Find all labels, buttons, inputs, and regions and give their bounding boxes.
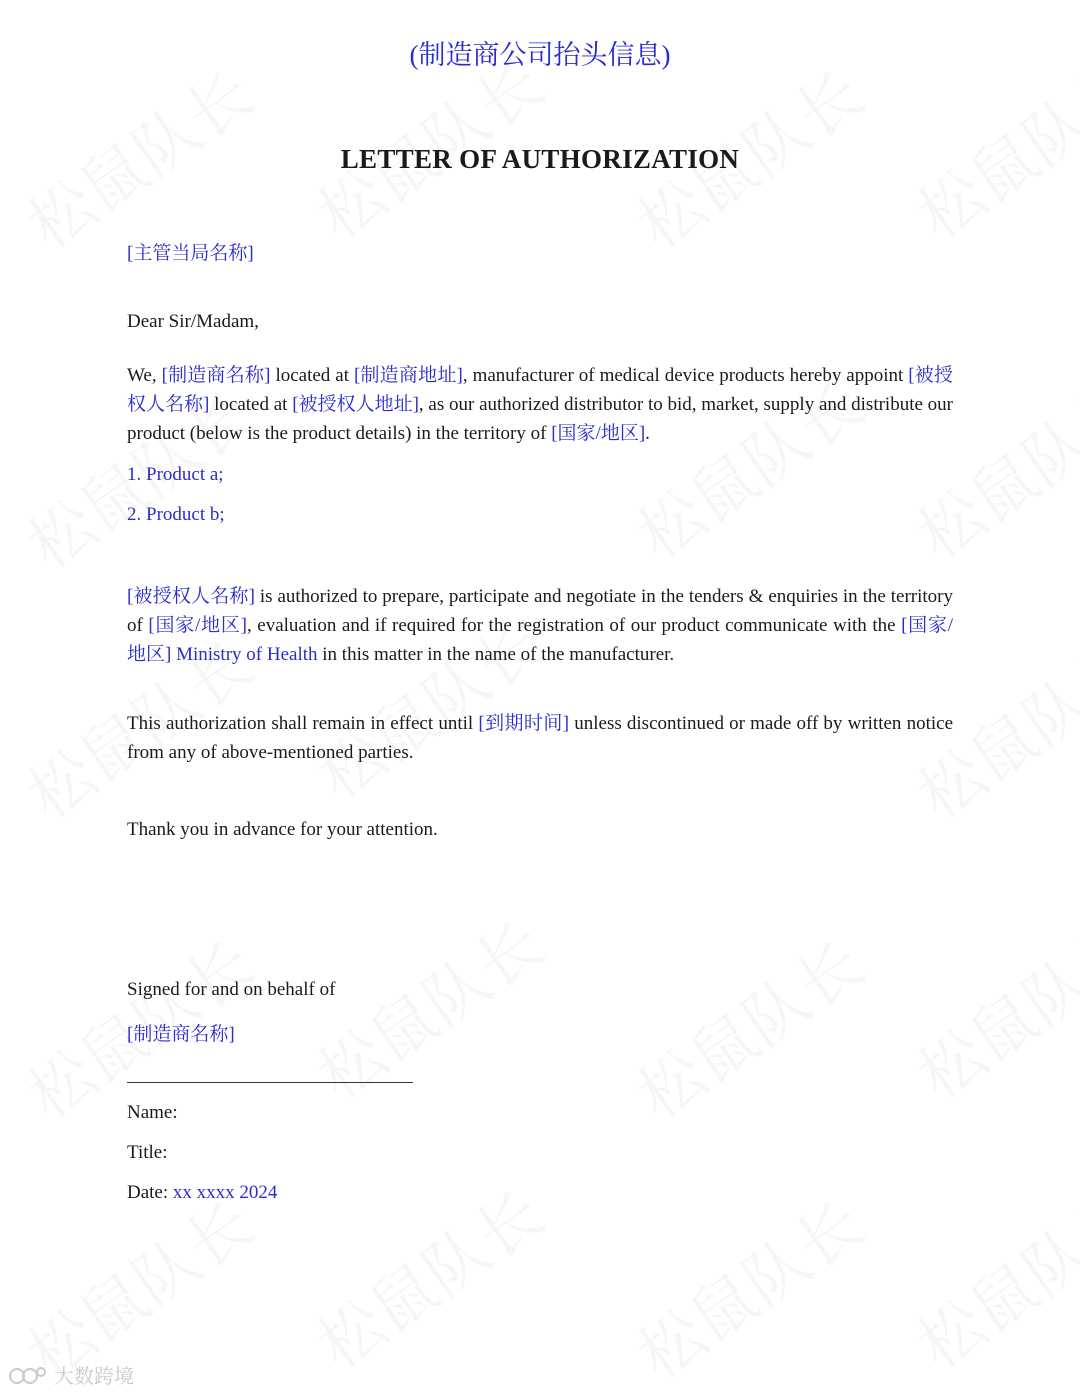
date-label: Date:	[127, 1182, 169, 1203]
authorized-name-placeholder: [被授权人名称]	[127, 586, 255, 607]
authorized-address-placeholder: [被授权人地址]	[292, 394, 419, 415]
text: unless discontinued or made off by written notice from any of above-mentioned parties.	[127, 713, 954, 763]
date-value: xx xxxx 2024	[172, 1182, 278, 1203]
corner-logo-text: 大数跨境	[54, 1364, 134, 1388]
product-item: 1. Product a;	[127, 464, 224, 485]
brand-logo-icon	[8, 1364, 48, 1386]
manufacturer-name-placeholder: [制造商名称]	[161, 365, 271, 386]
manufacturer-address-placeholder: [制造商地址]	[353, 365, 463, 386]
title-label: Title:	[127, 1142, 168, 1163]
watermark	[897, 895, 1080, 1117]
text: , evaluation and if required for the registration of our product communicate with the	[246, 615, 902, 636]
authorized-name-placeholder: [被授权人名称]	[127, 365, 953, 415]
date-line	[127, 1182, 277, 1204]
text: .	[645, 423, 650, 444]
paragraph-validity	[127, 709, 953, 767]
country-region-placeholder: [国家/地区]	[551, 423, 646, 444]
text: located at	[209, 394, 293, 415]
signatory-company-placeholder: [制造商名称]	[127, 1024, 235, 1045]
corner-logo	[8, 1360, 134, 1389]
text: is authorized to prepare, participate and negotiate in the tenders & enquiries in the territory of	[127, 586, 954, 636]
product-item: 2. Product b;	[127, 504, 225, 525]
document-title: LETTER OF AUTHORIZATION	[340, 144, 740, 174]
text: located at	[270, 365, 354, 386]
salutation: Dear Sir/Madam,	[127, 311, 259, 332]
text: in this matter in the name of the manufacturer.	[317, 644, 675, 665]
text: , manufacturer of medical device products hereby appoint	[462, 365, 909, 386]
text: This authorization shall remain in effect until	[127, 713, 479, 734]
watermark	[617, 915, 879, 1137]
paragraph-appointment	[127, 361, 953, 448]
country-region-placeholder: [国家/地区]	[148, 615, 247, 636]
ministry-of-health: Ministry of Health	[176, 644, 318, 665]
signed-for-label: Signed for and on behalf of	[127, 979, 336, 1000]
closing-thanks: Thank you in advance for your attention.	[127, 819, 438, 840]
expiry-placeholder: [到期时间]	[478, 713, 570, 734]
watermark	[297, 895, 559, 1117]
paragraph-authorization-scope	[127, 582, 953, 669]
text: , as our authorized distributor to bid, market, supply and distribute our product (below is the product details) in the territory of	[127, 394, 953, 444]
text: We,	[127, 365, 162, 386]
authority-name: [主管当局名称]	[127, 243, 254, 264]
watermark	[617, 1175, 879, 1397]
watermark	[897, 1165, 1080, 1387]
signature-line	[127, 1082, 413, 1083]
name-label: Name:	[127, 1102, 178, 1123]
watermark	[297, 1165, 559, 1387]
country-region-placeholder: [国家/地区]	[127, 615, 954, 665]
letterhead: (制造商公司抬头信息)	[409, 40, 671, 70]
